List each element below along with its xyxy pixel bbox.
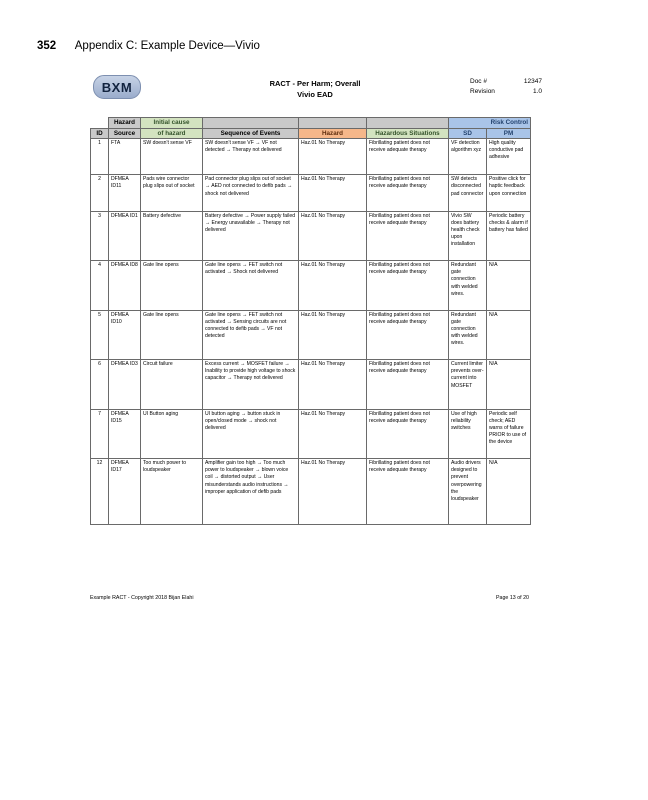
row-initial-cause: Pads wire connector plug slips out of socket	[141, 175, 203, 211]
row-id: 12	[91, 459, 109, 525]
row-risk-control-pm: High quality conductive pad adhesive	[487, 139, 531, 175]
hazardous-situations-header: Hazardous Situations	[367, 128, 449, 139]
row-hazardous-situation: Fibrillating patient does not receive adequate therapy	[367, 310, 449, 360]
row-hazardous-situation: Fibrillating patient does not receive adequate therapy	[367, 409, 449, 459]
book-running-title: Appendix C: Example Device—Vivio	[74, 40, 260, 52]
table-group-header-row	[91, 118, 531, 129]
row-hazard: Haz.01 No Therapy	[299, 211, 367, 261]
company-logo	[93, 75, 141, 99]
hazard-source-header: Source	[109, 128, 141, 139]
row-sequence-of-events: Gate line opens → FET switch not activated → Sensing circuits are not connected to defib pads → VF not detected	[203, 310, 299, 360]
book-page-number: 352	[37, 40, 57, 52]
row-hazardous-situation: Fibrillating patient does not receive adequate therapy	[367, 175, 449, 211]
row-risk-control-sd: Audio drivers designed to prevent overpowering the loudspeaker	[449, 459, 487, 525]
row-hazardous-situation: Fibrillating patient does not receive adequate therapy	[367, 261, 449, 311]
row-hazard: Haz.01 No Therapy	[299, 459, 367, 525]
row-risk-control-sd: Redundant gate connection with welded wires.	[449, 310, 487, 360]
document-meta	[470, 77, 542, 97]
row-hazard-source: DFMEA ID8	[109, 261, 141, 311]
footer-page: Page 13 of 20	[496, 595, 529, 601]
row-sequence-of-events: UI button aging → button stuck in open/closed mode → shock not delivered	[203, 409, 299, 459]
table-header-row	[91, 128, 531, 139]
row-sequence-of-events: Excess current → MOSFET failure → Inability to provide high voltage to shock capacitor → Therapy not delivered	[203, 360, 299, 410]
row-risk-control-sd: SW detects disconnected pad connector	[449, 175, 487, 211]
revision-label: Revision	[470, 88, 495, 95]
row-hazard: Haz.01 No Therapy	[299, 409, 367, 459]
doc-number-value: 12347	[523, 78, 542, 85]
book-running-header	[37, 40, 260, 52]
row-hazard: Haz.01 No Therapy	[299, 261, 367, 311]
row-risk-control-pm: N/A	[487, 310, 531, 360]
table-row	[91, 310, 531, 360]
row-hazardous-situation: Fibrillating patient does not receive adequate therapy	[367, 211, 449, 261]
logo-text: BXM	[101, 79, 133, 95]
initial-cause-top-header: Initial cause	[141, 118, 203, 129]
table-row	[91, 261, 531, 311]
document-title-line2: Vivio EAD	[297, 90, 333, 99]
hazard-header: Hazard	[299, 128, 367, 139]
table-row	[91, 139, 531, 175]
row-risk-control-sd: Redundant gate connection with welded wires.	[449, 261, 487, 311]
footer-copyright: Example RACT - Copyright 2018 Bijan Elahi	[90, 595, 194, 601]
row-hazard: Haz.01 No Therapy	[299, 360, 367, 410]
row-initial-cause: Gate line opens	[141, 310, 203, 360]
row-sequence-of-events: Pad connector plug slips out of socket → AED not connected to defib pads → shock not delivered	[203, 175, 299, 211]
row-risk-control-pm: N/A	[487, 360, 531, 410]
sequence-header: Sequence of Events	[203, 128, 299, 139]
row-hazard-source: DFMEA ID17	[109, 459, 141, 525]
table-row	[91, 409, 531, 459]
row-id: 6	[91, 360, 109, 410]
row-id: 7	[91, 409, 109, 459]
row-sequence-of-events: Gate line opens → FET switch not activated → Shock not delivered	[203, 261, 299, 311]
row-id: 5	[91, 310, 109, 360]
row-hazard-source: DFMEA ID3	[109, 360, 141, 410]
table-row	[91, 360, 531, 410]
table-row	[91, 211, 531, 261]
row-sequence-of-events: SW doesn't sense VF → VF not detected → Therapy not delivered	[203, 139, 299, 175]
ract-table	[90, 117, 531, 525]
row-hazard-source: DFMEA ID10	[109, 310, 141, 360]
row-id: 4	[91, 261, 109, 311]
row-hazard-source: DFMEA ID1	[109, 211, 141, 261]
row-hazard-source: FTA	[109, 139, 141, 175]
row-initial-cause: SW doesn't sense VF	[141, 139, 203, 175]
sd-header: SD	[449, 128, 487, 139]
row-risk-control-pm: N/A	[487, 459, 531, 525]
row-hazardous-situation: Fibrillating patient does not receive adequate therapy	[367, 459, 449, 525]
row-hazard: Haz.01 No Therapy	[299, 310, 367, 360]
doc-number-label: Doc #	[470, 78, 487, 85]
row-risk-control-pm: N/A	[487, 261, 531, 311]
row-hazard-source: DFMEA ID11	[109, 175, 141, 211]
row-risk-control-pm: Positive click for haptic feedback upon connection	[487, 175, 531, 211]
document-title-line1: RACT - Per Harm; Overall	[269, 79, 361, 88]
table-row	[91, 175, 531, 211]
row-risk-control-sd: Use of high reliability switches	[449, 409, 487, 459]
table-row	[91, 459, 531, 525]
row-hazardous-situation: Fibrillating patient does not receive adequate therapy	[367, 360, 449, 410]
document-title	[240, 78, 390, 100]
row-sequence-of-events: Amplifier gain too high → Too much power to loudspeaker → blown voice coil → distorted output → User misunderstands audio instructions → improper application of defib pads	[203, 459, 299, 525]
row-initial-cause: Gate line opens	[141, 261, 203, 311]
row-risk-control-sd: VF detection algorithm xyz	[449, 139, 487, 175]
row-risk-control-pm: Periodic self check; AED warns of failure PRIOR to use of the device	[487, 409, 531, 459]
pm-header: PM	[487, 128, 531, 139]
row-hazard-source: DFMEA ID15	[109, 409, 141, 459]
row-id: 2	[91, 175, 109, 211]
revision-value: 1.0	[532, 88, 542, 95]
row-initial-cause: Circuit failure	[141, 360, 203, 410]
row-hazard: Haz.01 No Therapy	[299, 139, 367, 175]
row-id: 3	[91, 211, 109, 261]
row-hazard: Haz.01 No Therapy	[299, 175, 367, 211]
row-initial-cause: Battery defective	[141, 211, 203, 261]
row-initial-cause: Too much power to loudspeaker	[141, 459, 203, 525]
row-risk-control-pm: Periodic battery checks & alarm if battery has failed	[487, 211, 531, 261]
row-hazardous-situation: Fibrillating patient does not receive adequate therapy	[367, 139, 449, 175]
hazard-source-top-header: Hazard	[109, 118, 141, 129]
id-header: ID	[91, 128, 109, 139]
risk-control-header: Risk Control	[449, 118, 531, 129]
row-sequence-of-events: Battery defective → Power supply failed → Energy unavailable → Therapy not delivered	[203, 211, 299, 261]
row-id: 1	[91, 139, 109, 175]
row-risk-control-sd: Vivio SW does battery health check upon installation	[449, 211, 487, 261]
row-initial-cause: UI Button aging	[141, 409, 203, 459]
row-risk-control-sd: Current limiter prevents over-current into MOSFET	[449, 360, 487, 410]
initial-cause-header: of hazard	[141, 128, 203, 139]
